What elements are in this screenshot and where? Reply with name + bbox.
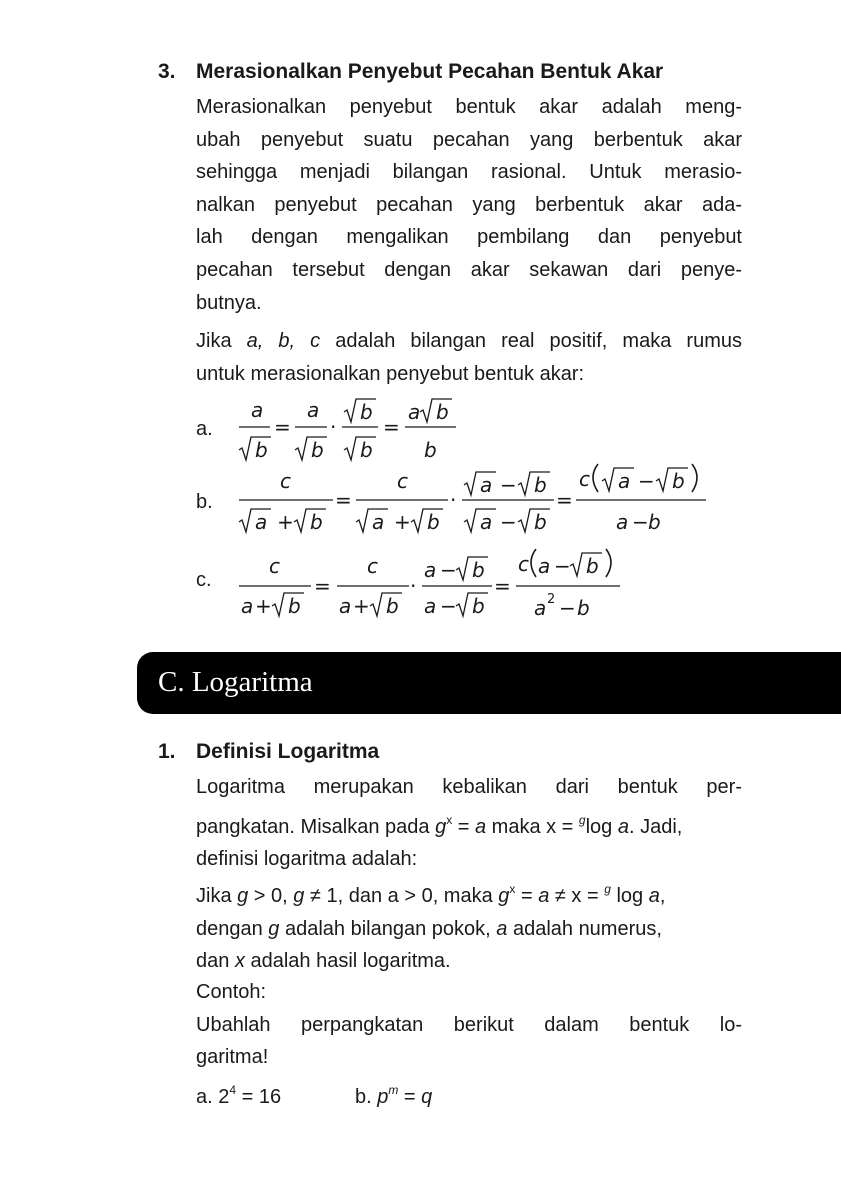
- text-line: [196, 325, 742, 358]
- text: =: [398, 1086, 422, 1108]
- svg-text:a: a: [480, 510, 493, 534]
- section-banner: [137, 652, 841, 714]
- var-g: g: [435, 815, 447, 838]
- svg-text:c: c: [397, 469, 408, 493]
- svg-text:c: c: [280, 469, 291, 493]
- svg-text:+: +: [277, 510, 294, 534]
- svg-text:a: a: [241, 594, 254, 618]
- svg-text:a: a: [307, 398, 320, 422]
- svg-text:b: b: [436, 400, 449, 424]
- banner-title: C. Logaritma: [158, 666, 313, 698]
- svg-text:=: =: [314, 574, 331, 598]
- base-g: g: [604, 882, 611, 896]
- svg-text:+: +: [255, 594, 272, 618]
- text-line: butnya.: [196, 291, 262, 314]
- text-line: lah dengan mengalikan pembilang dan penyebut: [196, 226, 742, 249]
- svg-text:−: −: [554, 554, 571, 578]
- svg-text:a: a: [616, 510, 629, 534]
- text: Jika: [196, 885, 238, 907]
- text-line: sehingga menjadi bilangan rasional. Untuk merasio-: [196, 161, 742, 184]
- section-number: 3.: [158, 60, 176, 83]
- svg-text:b: b: [255, 438, 268, 462]
- svg-text:=: =: [494, 574, 511, 598]
- var-a: a: [496, 917, 508, 940]
- variables: a, b, c: [246, 330, 321, 352]
- var-g: g: [498, 885, 510, 907]
- paragraph-log-conditions: [196, 873, 742, 978]
- svg-text:c: c: [579, 467, 590, 491]
- svg-text:a: a: [534, 596, 547, 620]
- svg-text:b: b: [310, 510, 323, 534]
- text-line: Merasionalkan penyebut bentuk akar adalah meng-: [196, 96, 742, 118]
- section-title: Merasionalkan Penyebut Pecahan Bentuk Akar: [196, 60, 664, 83]
- svg-text:·: ·: [450, 488, 457, 512]
- var-p: p: [377, 1086, 389, 1108]
- svg-text:2: 2: [547, 592, 556, 607]
- svg-text:a: a: [372, 510, 385, 534]
- svg-text:−: −: [440, 558, 457, 582]
- svg-text:a: a: [408, 400, 421, 424]
- text-line: [196, 945, 742, 978]
- svg-text:−: −: [500, 510, 517, 534]
- example-b: [355, 1074, 432, 1114]
- svg-text:·: ·: [330, 415, 337, 439]
- svg-text:+: +: [353, 594, 370, 618]
- svg-text:b: b: [586, 554, 599, 578]
- formula-c: [234, 537, 654, 621]
- text: adalah numerus,: [507, 917, 662, 940]
- exponent-x: x: [509, 882, 516, 896]
- svg-text:−: −: [559, 596, 576, 620]
- text-line: pecahan tersebut dengan akar sekawan dari penye-: [196, 258, 742, 281]
- var-a: a: [538, 885, 550, 907]
- exponent-x: x: [446, 812, 453, 827]
- svg-text:a: a: [255, 510, 268, 534]
- paragraph-log-definition: [196, 771, 742, 876]
- text-line: ubah penyebut suatu pecahan yang berbentuk akar: [196, 128, 742, 151]
- svg-text:a: a: [538, 554, 551, 578]
- var-q: q: [421, 1086, 433, 1108]
- svg-text:b: b: [288, 594, 301, 618]
- var-x: x: [234, 950, 245, 973]
- svg-text:b: b: [472, 594, 485, 618]
- text: dan: [196, 950, 235, 973]
- svg-text:·: ·: [410, 574, 417, 598]
- text: adalah bilangan real positif, maka rumus: [320, 330, 742, 352]
- text-line: untuk merasionalkan penyebut bentuk akar:: [196, 362, 585, 385]
- text: > 0,: [248, 885, 294, 907]
- var-g: g: [268, 917, 280, 940]
- text: dengan: [196, 917, 269, 940]
- svg-text:−: −: [440, 594, 457, 618]
- svg-text:−: −: [500, 473, 517, 497]
- svg-text:c: c: [269, 554, 280, 578]
- svg-text:−: −: [638, 469, 655, 493]
- paragraph-rationalize-rule: [196, 325, 742, 390]
- text: b.: [355, 1086, 378, 1108]
- svg-text:b: b: [360, 438, 373, 462]
- text: maka x =: [486, 815, 579, 838]
- formula-label-a: a.: [196, 418, 213, 440]
- svg-text:a: a: [424, 558, 437, 582]
- text: log: [610, 885, 649, 907]
- text: adalah bilangan pokok,: [279, 917, 497, 940]
- example-a: [196, 1074, 281, 1114]
- text-line: [196, 913, 742, 946]
- svg-text:b: b: [534, 473, 547, 497]
- svg-text:b: b: [424, 438, 437, 462]
- svg-text:=: =: [274, 415, 291, 439]
- svg-text:b: b: [472, 558, 485, 582]
- svg-text:+: +: [394, 510, 411, 534]
- svg-text:b: b: [386, 594, 399, 618]
- svg-text:b: b: [577, 596, 590, 620]
- svg-text:c: c: [518, 552, 529, 576]
- text: = 16: [236, 1086, 282, 1108]
- svg-text:=: =: [556, 488, 573, 512]
- text-line: [196, 873, 742, 913]
- svg-text:b: b: [360, 400, 373, 424]
- formula-b: [234, 458, 714, 540]
- base-g: g: [578, 812, 586, 827]
- svg-text:−: −: [632, 510, 649, 534]
- text-line: definisi logaritma adalah:: [196, 848, 418, 871]
- formula-label-b: b.: [196, 491, 213, 513]
- text: ,: [659, 885, 666, 907]
- text: =: [515, 885, 539, 907]
- example-a-expression: [196, 1074, 281, 1114]
- text: adalah hasil logaritma.: [244, 950, 451, 973]
- formula-label-c: c.: [196, 569, 212, 591]
- paragraph-rationalize-intro: [196, 91, 742, 319]
- svg-text:a: a: [339, 594, 352, 618]
- text-line: pangkatan. Misalkan pada $g^x = a$ maka x = $^g$log a. Jadi,: [196, 812, 683, 838]
- svg-text:=: =: [335, 488, 352, 512]
- text: Jika: [196, 330, 247, 352]
- svg-text:b: b: [311, 438, 324, 462]
- subsection-number: 1.: [158, 740, 176, 763]
- svg-text:a: a: [618, 469, 631, 493]
- var-g: g: [293, 885, 305, 907]
- example-b-expression: [355, 1074, 432, 1114]
- example-heading: Contoh:: [196, 981, 267, 1003]
- exponent: 4: [229, 1083, 237, 1097]
- svg-text:=: =: [383, 415, 400, 439]
- var-a: a: [617, 815, 629, 838]
- svg-text:c: c: [367, 554, 378, 578]
- text-line: Ubahlah perpangkatan berikut dalam bentuk lo-: [196, 1013, 742, 1036]
- text: a. 2: [196, 1086, 230, 1108]
- text: ≠ 1, dan a > 0, maka: [304, 885, 499, 907]
- text: ≠ x =: [549, 885, 605, 907]
- svg-text:a: a: [480, 473, 493, 497]
- var-a: a: [474, 815, 487, 838]
- text-line: nalkan penyebut pecahan yang berbentuk akar ada-: [196, 193, 742, 216]
- svg-text:b: b: [427, 510, 440, 534]
- text: . Jadi,: [628, 815, 683, 838]
- var-a: a: [648, 885, 660, 907]
- svg-text:b: b: [534, 510, 547, 534]
- text-line: garitma!: [196, 1046, 269, 1069]
- svg-text:b: b: [648, 510, 661, 534]
- exponent-m: m: [388, 1083, 399, 1097]
- svg-text:b: b: [672, 469, 685, 493]
- example-block: [196, 976, 742, 1074]
- text-line: Logaritma merupakan kebalikan dari bentuk per-: [196, 776, 742, 798]
- subsection-title: Definisi Logaritma: [196, 740, 380, 763]
- svg-text:a: a: [251, 398, 264, 422]
- text: log: [585, 815, 618, 838]
- svg-text:a: a: [424, 594, 437, 618]
- var-g: g: [237, 885, 249, 907]
- text: pangkatan. Misalkan pada: [196, 815, 436, 838]
